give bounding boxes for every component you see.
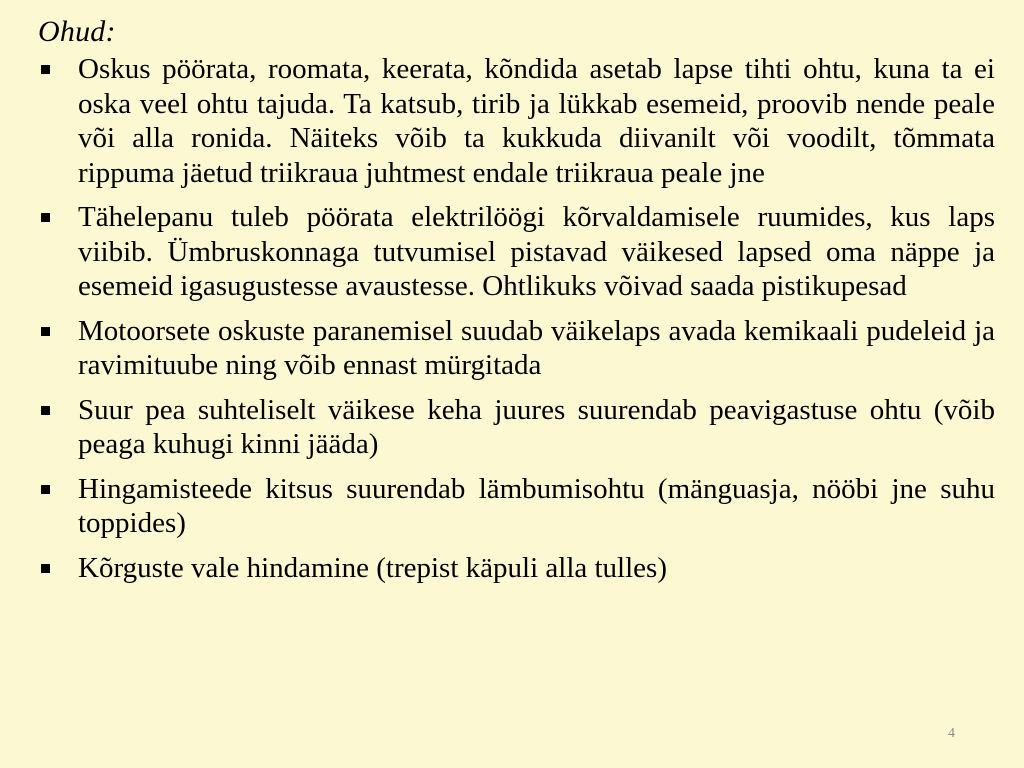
square-bullet-icon <box>41 564 50 573</box>
page-number: 4 <box>948 726 955 741</box>
slide-heading: Ohud: <box>38 15 116 48</box>
bullet-list <box>38 52 995 585</box>
bullet-item <box>38 52 995 190</box>
bullet-item <box>38 551 995 586</box>
bullet-text: Suur pea suhteliselt väikese keha juures suurendab peavigastuse ohtu (võib peaga kuhugi kinni jääda) <box>78 393 995 460</box>
bullet-item <box>38 200 995 304</box>
bullet-text: Tähelepanu tuleb pöörata elektrilöögi kõrvaldamisele ruumides, kus laps viibib. Ümbruskonnaga tutvumisel pistavad väikesed lapsed oma näppe ja esemeid igasugustesse avaustesse. Ohtlikuks võivad saada pistikupesad <box>78 201 995 302</box>
square-bullet-icon <box>41 213 50 222</box>
slide-content <box>38 14 995 595</box>
bullet-item <box>38 314 995 383</box>
bullet-text: Motoorsete oskuste paranemisel suudab väikelaps avada kemikaali pudeleid ja ravimituube ning võib ennast mürgitada <box>78 314 995 381</box>
bullet-text: Hingamisteede kitsus suurendab lämbumisohtu (mänguasja, nööbi jne suhu toppides) <box>78 472 995 539</box>
bullet-item <box>38 472 995 541</box>
bullet-item <box>38 393 995 462</box>
bullet-text: Oskus pöörata, roomata, keerata, kõndida asetab lapse tihti ohtu, kuna ta ei oska veel ohtu tajuda. Ta katsub, tirib ja lükkab esemeid, proovib nende peale või alla ronida. Näiteks võib ta kukkuda diivanilt või voodilt, tõmmata rippuma jäetud triikraua juhtmest endale triikraua peale jne <box>78 53 995 189</box>
square-bullet-icon <box>41 406 50 415</box>
bullet-text: Kõrguste vale hindamine (trepist käpuli alla tulles) <box>78 551 667 584</box>
square-bullet-icon <box>41 327 50 336</box>
square-bullet-icon <box>41 65 50 74</box>
square-bullet-icon <box>41 485 50 494</box>
